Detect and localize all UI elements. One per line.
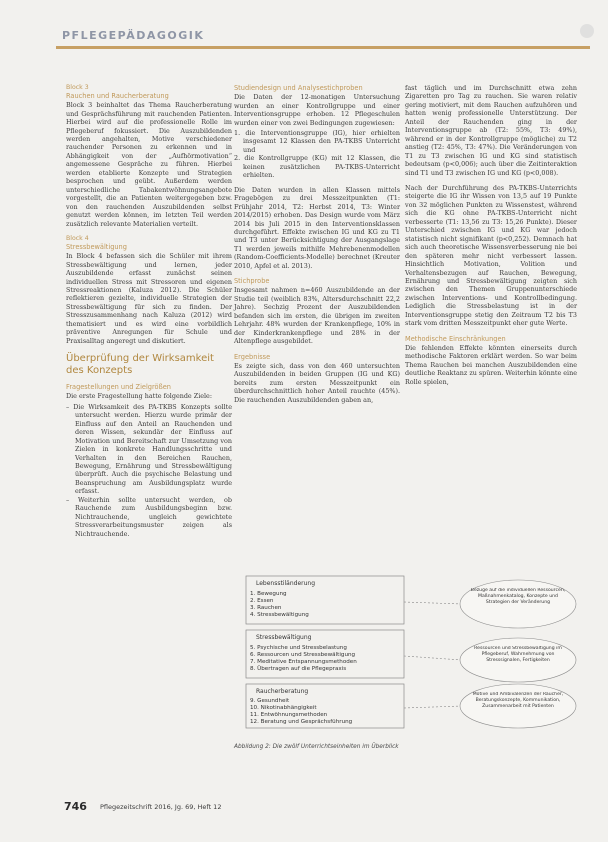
- callout-text: Bezüge auf die individuellen Ressourcen, Maßnahmenkatalog, Konzepte und Strategien der Veränderung: [470, 588, 566, 605]
- unit-item: 9. Gesundheit: [250, 698, 290, 704]
- callout-1: [460, 580, 576, 628]
- list-item: 1. die Interventionsgruppe (IG), hier erhielten insgesamt 12 Klassen den PA-TKBS Unterricht und: [234, 129, 400, 154]
- journal-source: Pflegezeitschrift 2016, Jg. 69, Heft 12: [100, 803, 222, 811]
- figure-caption: Abbildung 2: Die zwölf Unterrichtseinheiten im Überblick: [234, 744, 399, 750]
- group-box-2: [246, 630, 404, 678]
- unit-item: 4. Stressbewältigung: [250, 612, 309, 618]
- limitations-heading: Methodische Einschränkungen: [405, 334, 506, 343]
- results-text: Es zeigte sich, dass von den 460 untersuchten Auszubildenden in beiden Gruppen (IG und KG) bereits zum ersten Messzeitpunkt ein überdurchschnittlich hoher Anteil rauchte (45%). Die rauchenden Auszubildenden gaben an,: [234, 361, 400, 404]
- column-3: [405, 84, 577, 393]
- callout-2: [460, 638, 576, 682]
- group-box-3: [246, 684, 404, 728]
- sample-heading: Stichprobe: [234, 277, 270, 286]
- block-3-topic: Rauchen und Raucherberatung: [66, 92, 169, 100]
- group-title: Stressbewältigung: [256, 634, 312, 641]
- page-number: 746: [64, 800, 87, 813]
- design-text-2: Die Daten wurden in allen Klassen mittels Fragebögen zu drei Messzeitpunkten (T1: Frühjahr 2014, T2: Herbst 2014, T3: Winter 2014/2015) erhoben. Das Design wurde vom März 2014 bis Juli 2015 in den Interventionsklassen durchgeführt. Effekte zwischen IG und KG zu T1 und T3 unter Berücksichtigung der Ausgangslage T1 werden jeweils mithilfe Mehrebenenmodellen (Random-Coefficients-Modelle) berechnet (Kreuter 2010, Apfel et al. 2013).: [234, 185, 400, 270]
- unit-item: 11. Entwöhnungsmethoden: [250, 712, 328, 718]
- unit-item: 7. Meditative Entspannungsmethoden: [250, 659, 357, 665]
- section-title: PFLEGEPÄDAGOGIK: [62, 29, 205, 42]
- list-item: – Weiterhin sollte untersucht werden, ob Rauchende zum Ausbildungsbeginn bzw. Nichtrauchende, ungleich gewichtete Stressverarbeitungsmuster zeigen als Nichtrauchende.: [66, 495, 232, 538]
- unit-item: 10. Nikotinabhängigkeit: [250, 705, 317, 711]
- group-title: Lebensstiländerung: [256, 580, 316, 587]
- design-heading: Studiendesign und Analysestichproben: [234, 84, 363, 92]
- block-3-text: Block 3 beinhaltet das Thema Raucherberatung und Gesprächsführung mit rauchenden Patienten. Hierbei wird auf die professionelle Rolle im Pflegeberuf fokussiert. Die Auszubildenden werden angehalten, Motive verschiedener rauchender Personen zu erkennen und in Abhängigkeit von der „Aufhörmotivation“ angemessene Gespräche zu führen. Hierbei werden etablierte Konzepte und Strategien besprochen und geübt. Außerdem werden unterschiedliche Tabakentwöhnungsangebote vorgestellt, die an Patienten weitergegeben bzw. von den rauchenden Auszubildenden selbst genutzt werden können, im letzten Teil werden zusätzlich relevante Materialien verteilt.: [66, 101, 232, 228]
- goals-list: [66, 403, 232, 538]
- section-header: [56, 26, 590, 49]
- sample-text: Insgesamt nahmen n=460 Auszubildende an der Studie teil (weiblich 83%, Altersdurchschnitt 22,2 Jahre). Sechzig Prozent der Auszubildenden befanden sich im ersten, die übrigen im zweiten Lehrjahr. 48% wurden der Krankenpflege, 10% in der Kinderkrankenpflege und 28% in der Altenpflege ausgebildet.: [234, 286, 400, 346]
- corner-mark: [580, 24, 594, 38]
- design-text: Die Daten der 12-monatigen Untersuchung wurden an einer Kontrollgruppe und einer Interventionsgruppe erhoben. 12 Pflegeschulen wurden einer von zwei Bedingungen zugewiesen:: [234, 93, 400, 127]
- group-box-1: [246, 576, 404, 624]
- block-4-topic: Stressbewältigung: [66, 243, 127, 251]
- block-4-text: In Block 4 befassen sich die Schüler mit ihrem Stressbewältigung und lernen, jeder Auszubildende erfasst zunächst seinen individuellen Stress mit Stressoren und eigenen Stressreaktionen (Kaluza 2012). Die Schüler reflektieren gezielte, individuelle Strategien der Stressbewältigung für sich zu finden. Der Stresszusammenhang nach Kaluza (2012) wird thematisiert und es wird eine vorbildlich präventive Anregungen für Schule und Praxisalltag angeregt und diskutiert.: [66, 252, 232, 345]
- column-2: [234, 84, 400, 411]
- unit-item: 5. Psychische und Stressbelastung: [250, 645, 347, 651]
- units-diagram: [234, 574, 579, 730]
- connector-line: [404, 656, 462, 660]
- callout-3: [460, 684, 576, 728]
- unit-item: 8. Übertragen auf die Pflegepraxis: [250, 666, 347, 672]
- section-heading: Überprüfung der Wirksamkeit des Konzepts: [66, 353, 214, 377]
- group-title: Raucherberatung: [256, 688, 309, 695]
- page-footer: [64, 800, 584, 814]
- block-3-label: Block 3: [66, 84, 89, 91]
- callout-text: Ressourcen und Stressbewältigung im Pflegeberuf, Wahrnehmung von Stresssignalen, Fertigkeiten: [474, 646, 562, 663]
- groups-list: [234, 129, 400, 180]
- column-1: [66, 84, 232, 544]
- block-4-label: Block 4: [66, 235, 89, 242]
- results-text-2: Nach der Durchführung des PA-TKBS-Unterrichts steigerte die IG ihr Wissen von 13,5 auf 19 Punkte von 32 möglichen Punkten zu Wissenstest, während sich die KG ohne PA-TKBS-Unterricht nicht verbesserte (T1: 13,56 zu T3: 15,26 Punkte). Dieser Unterschied zwischen IG und KG war jedoch statistisch nicht signifikant (p<0,252). Demnach hat sich auch theoretische Wissensverbesserung nie bei den späteren mehr nicht verbessert lassen. Hinsichtlich Motivation, Volition und Verhaltensbezugen auf Rauchen, Bewegung, Ernährung und Stressbewältigung zeigten sich zwischen den Themen Gruppenunterschiede zwischen Interventions- und Kontrollbedingung. Lediglich die Stressbelastung ist in der Interventionsgruppe stetig den Zeitraum T2 bis T3 stark vom dritten Messzeitpunkt eher gute Werte.: [405, 183, 577, 328]
- unit-item: 3. Rauchen: [250, 605, 282, 611]
- connector-line: [404, 602, 462, 604]
- unit-item: 6. Ressourcen und Stressbewältigung: [250, 652, 356, 658]
- results-heading: Ergebnisse: [234, 352, 271, 361]
- subsection-intro: Die erste Fragestellung hatte folgende Ziele:: [66, 392, 212, 401]
- limitations-text: Die fehlenden Effekte könnten einerseits durch methodische Faktoren erklärt werden. So war beim Thema Rauchen bei manchen Auszubildenden eine deutliche Reaktanz zu spüren. Weiterhin könnte eine Rolle spielen,: [405, 343, 577, 386]
- units-figure: [234, 574, 579, 730]
- unit-item: 2. Essen: [250, 598, 274, 604]
- list-item: – Die Wirksamkeit des PA-TKBS Konzepts sollte untersucht werden. Hierzu wurde primär der Einfluss auf den Anteil an Rauchenden und deren Wissen, sekundär der Einfluss auf Motivation und Bereitschaft zur Umsetzung von Zielen in konkrete Handlungsschritte und Verhalten in den Bereichen Rauchen, Bewegung, Ernährung und Stressbewältigung überprüft. Auch die psychische Belastung und Beanspruchung am Ausbildungsplatz wurde erfasst.: [66, 402, 232, 496]
- connector-line: [404, 706, 462, 708]
- unit-item: 12. Beratung und Gesprächsführung: [250, 719, 353, 725]
- unit-item: 1. Bewegung: [250, 591, 287, 597]
- subsection-heading: Fragestellungen und Zielgrößen: [66, 383, 171, 392]
- list-item: 2. die Kontrollgruppe (KG) mit 12 Klassen, die keinen zusätzlichen PA-TKBS-Unterricht erhielten.: [234, 154, 400, 180]
- results-text-cont: fast täglich und im Durchschnitt etwa zehn Zigaretten pro Tag zu rauchen. Sie waren relativ gering motiviert, mit dem Rauchen aufzuhören und hatten wenig professionelle Unterstützung. Der Anteil der Rauchenden ging in der Interventionsgruppe ab (T2: 55%, T3: 49%), während er in der Kontrollgruppe (mögliche) zu T2 anstieg (T2: 45%, T3: 47%). Die Veränderungen von T1 zu T3 zwischen IG und KG sind statistisch bedeutsam (p<0,006); auch über die Zeitinteraktion sind T1 und T3 zwischen IG und KG (p<0,008).: [405, 84, 577, 177]
- callout-text: Motive und Ambivalenzen der Raucher, Beratungskonzepte, Kommunikation, Zusammenarbeit mit Patienten: [472, 692, 564, 709]
